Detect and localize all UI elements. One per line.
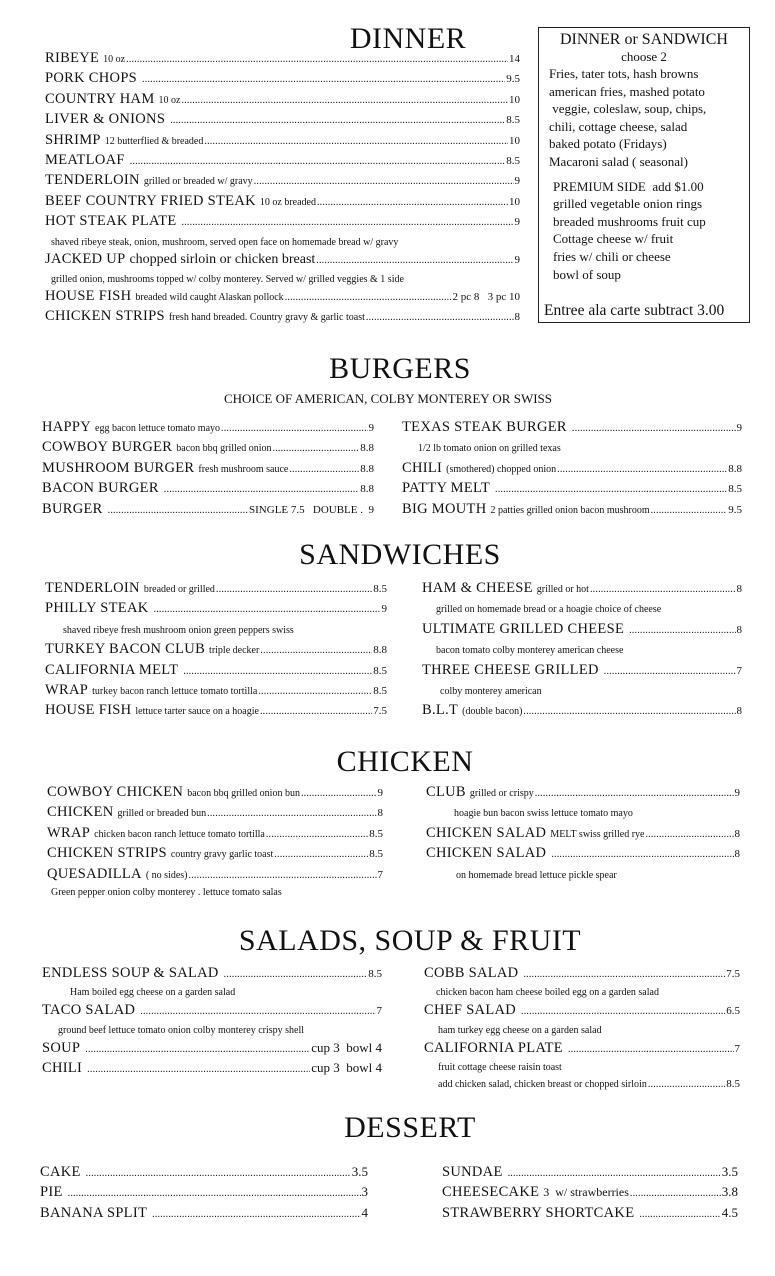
item-price: 8.5 xyxy=(369,827,383,840)
leader-dots xyxy=(535,788,734,799)
leader-dots xyxy=(523,969,725,980)
item-price: 7 xyxy=(736,664,742,677)
premium-option: grilled vegetable onion rings xyxy=(553,196,703,212)
leader-dots xyxy=(207,808,376,819)
leader-dots xyxy=(590,584,736,595)
leader-dots xyxy=(142,74,505,85)
dessert-heading: DESSERT xyxy=(344,1111,476,1144)
menu-item xyxy=(45,682,387,702)
menu-item xyxy=(42,501,374,521)
item-name: COUNTRY HAM xyxy=(45,90,155,107)
leader-dots xyxy=(108,505,248,516)
item-name: CHICKEN SALAD xyxy=(426,824,547,841)
leader-dots xyxy=(521,1006,725,1017)
item-name: BACON BURGER xyxy=(42,480,159,497)
premium-option: breaded mushrooms fruit cup xyxy=(553,213,706,229)
item-note: grilled onion, mushrooms topped w/ colby monterey. Served w/ grilled veggies & 1 side xyxy=(51,273,404,285)
leader-dots xyxy=(274,849,368,860)
item-name: WRAP xyxy=(47,824,91,841)
leader-dots xyxy=(651,505,728,516)
menu-item xyxy=(422,580,742,600)
item-note: hoagie bun bacon swiss lettuce tomato mayo xyxy=(454,808,633,820)
item-name: PHILLY STEAK xyxy=(45,600,149,617)
menu-item xyxy=(40,1205,368,1225)
item-name: COBB SALAD xyxy=(424,965,519,981)
leader-dots xyxy=(645,829,733,840)
menu-item xyxy=(42,439,374,459)
item-note: on homemade bread lettuce pickle spear xyxy=(456,869,617,881)
sandwiches-right xyxy=(422,580,742,723)
item-name: CALIFORNIA PLATE xyxy=(424,1039,563,1056)
leader-dots xyxy=(130,156,506,167)
item-name: CAKE xyxy=(40,1164,81,1180)
item-name: BANANA SPLIT xyxy=(40,1204,148,1221)
menu-item xyxy=(45,111,520,131)
premium-option: bowl of soup xyxy=(553,266,621,282)
menu-item xyxy=(40,1164,368,1184)
item-name: TEXAS STEAK BURGER xyxy=(402,419,567,435)
item-price: 6.5 xyxy=(726,1005,740,1018)
menu-item xyxy=(424,1078,740,1094)
leader-dots xyxy=(317,197,508,208)
item-note: Ham boiled egg cheese on a garden salad xyxy=(70,987,236,999)
item-desc: lettuce tarter sauce on a hoagie xyxy=(135,706,259,718)
item-desc: fresh hand breaded. Country gravy & garlic toast xyxy=(168,312,365,324)
item-price: 8 xyxy=(377,807,383,820)
leader-dots xyxy=(572,423,736,434)
chicken-heading: CHICKEN xyxy=(336,745,474,778)
leader-dots xyxy=(316,255,513,266)
item-name: CHEESECAKE xyxy=(442,1184,540,1201)
item-name: CHICKEN STRIPS xyxy=(47,845,167,862)
item-desc: MELT swiss grilled rye xyxy=(550,828,645,840)
item-name: CHICKEN xyxy=(47,804,114,821)
leader-dots xyxy=(183,666,372,677)
leader-dots xyxy=(523,706,735,717)
menu-item xyxy=(45,641,387,661)
item-desc: 10 oz xyxy=(158,94,181,106)
leader-dots xyxy=(68,1188,361,1199)
item-name: SUNDAE xyxy=(442,1164,503,1180)
item-name: THREE CHEESE GRILLED xyxy=(422,661,599,678)
leader-dots xyxy=(648,1079,725,1090)
leader-dots xyxy=(126,54,508,65)
menu-item xyxy=(45,172,520,192)
item-note: colby monterey american xyxy=(440,685,542,697)
item-name: CHICKEN SALAD xyxy=(426,845,547,862)
item-name: LIVER & ONIONS xyxy=(45,111,166,128)
leader-dots xyxy=(204,136,508,147)
sides-box xyxy=(538,27,750,323)
menu-item xyxy=(47,804,383,824)
item-price: 9 xyxy=(377,787,383,799)
item-name: B.L.T xyxy=(422,702,459,719)
dessert-right xyxy=(442,1164,738,1225)
leader-dots xyxy=(182,217,514,228)
menu-item xyxy=(422,702,742,722)
leader-dots xyxy=(301,788,377,799)
sandwiches-left xyxy=(45,580,387,723)
item-price: 7 xyxy=(376,1005,382,1018)
item-price: cup 3 bowl 4 xyxy=(311,1060,382,1076)
sandwiches-heading: SANDWICHES xyxy=(299,538,501,571)
leader-dots xyxy=(629,625,735,636)
menu-item xyxy=(42,1002,382,1022)
menu-item xyxy=(426,825,740,845)
menu-item xyxy=(45,70,520,90)
item-note: shaved ribeye fresh mushroom onion green peppers swiss xyxy=(63,624,294,636)
side-option: chili, cottage cheese, salad xyxy=(549,118,688,134)
leader-dots xyxy=(152,1209,360,1220)
item-name: TURKEY BACON CLUB xyxy=(45,641,206,658)
item-desc: add chicken salad, chicken breast or chopped sirloin xyxy=(438,1079,647,1091)
item-price: 14 xyxy=(509,53,520,65)
leader-dots xyxy=(224,969,368,980)
item-name: JACKED UP xyxy=(45,250,126,267)
item-price: 2 pc 8 3 pc 10 xyxy=(452,290,520,303)
menu-item xyxy=(42,460,374,480)
item-desc: country gravy garlic toast xyxy=(170,849,274,861)
item-price: 8.8 xyxy=(360,442,374,455)
item-name: TACO SALAD xyxy=(42,1002,136,1019)
item-desc: grilled or crispy xyxy=(469,788,534,799)
item-desc: breaded wild caught Alaskan pollock xyxy=(135,291,284,303)
item-name: HAPPY xyxy=(42,419,92,435)
item-price: 8.5 xyxy=(368,968,382,980)
item-desc: 2 patties grilled onion bacon mushroom xyxy=(490,504,650,516)
menu-item xyxy=(40,1184,368,1204)
menu-item xyxy=(424,1040,740,1060)
item-price: 8.8 xyxy=(373,644,387,657)
item-price: 8.5 xyxy=(373,684,387,697)
item-name: CHILI xyxy=(402,459,443,476)
menu-item xyxy=(426,784,740,804)
item-name: COWBOY BURGER xyxy=(42,439,173,456)
item-desc: triple decker xyxy=(209,645,260,657)
sides-choose: choose 2 xyxy=(621,49,667,64)
item-price: 9 xyxy=(368,422,374,434)
item-note: Green pepper onion colby monterey . lettuce tomato salas xyxy=(51,886,282,898)
leader-dots xyxy=(495,484,727,495)
item-price: 3 xyxy=(361,1184,368,1200)
chicken-right xyxy=(426,784,740,886)
item-note: grilled on homemade bread or a hoagie choice of cheese xyxy=(436,604,662,616)
item-note: fruit cottage cheese raisin toast xyxy=(438,1062,562,1074)
item-name: RIBEYE xyxy=(45,50,100,66)
menu-item xyxy=(442,1164,738,1184)
item-price: 9 xyxy=(734,787,740,799)
item-price: 3.5 xyxy=(351,1164,368,1179)
menu-item xyxy=(426,845,740,865)
item-name: HAM & CHEESE xyxy=(422,580,533,596)
burgers-subtitle: CHOICE OF AMERICAN, COLBY MONTEREY OR SWISS xyxy=(223,391,553,406)
leader-dots xyxy=(557,464,727,475)
item-price: 8 xyxy=(514,311,520,324)
item-desc: bacon bbq grilled onion bun xyxy=(187,788,300,799)
item-name: CALIFORNIA MELT xyxy=(45,661,179,678)
item-name: PIE xyxy=(40,1184,63,1201)
item-price: 9 xyxy=(381,603,387,616)
item-desc: grilled or breaded bun xyxy=(117,808,207,820)
ala-carte-note: Entree ala carte subtract 3.00 xyxy=(544,302,725,319)
item-price: 8.5 xyxy=(373,664,387,677)
premium-side-label: PREMIUM SIDE add $1.00 xyxy=(553,178,704,194)
item-price: 8 xyxy=(734,848,740,861)
menu-item xyxy=(45,213,520,233)
leader-dots xyxy=(85,1044,310,1055)
item-desc: breaded or grilled xyxy=(143,584,215,595)
item-name: CHICKEN STRIPS xyxy=(45,308,165,325)
leader-dots xyxy=(189,870,377,881)
menu-item xyxy=(402,419,742,439)
item-desc: (smothered) chopped onion xyxy=(446,463,557,475)
menu-item xyxy=(422,621,742,641)
leader-dots xyxy=(604,666,736,677)
leader-dots xyxy=(630,1188,721,1199)
premium-option: fries w/ chili or cheese xyxy=(553,248,671,264)
menu-item xyxy=(42,1040,382,1060)
dessert-left xyxy=(40,1164,368,1225)
item-name: CLUB xyxy=(426,784,466,800)
item-price: cup 3 bowl 4 xyxy=(311,1039,382,1055)
dinner-menu xyxy=(45,50,520,329)
item-price: 10 xyxy=(509,195,520,208)
item-note: shaved ribeye steak, onion, mushroom, served open face on homemade bread w/ gravy xyxy=(51,236,399,248)
salads-heading: SALADS, SOUP & FRUIT xyxy=(238,924,582,957)
leader-dots xyxy=(87,1064,310,1075)
leader-dots xyxy=(164,484,359,495)
leader-dots xyxy=(551,849,733,860)
menu-item xyxy=(42,419,374,439)
item-note: chicken bacon ham cheese boiled egg on a garden salad xyxy=(436,987,659,999)
item-desc: chicken bacon ranch lettuce tomato tortilla xyxy=(94,828,265,840)
item-name: ULTIMATE GRILLED CHEESE xyxy=(422,620,625,637)
menu-item xyxy=(45,702,387,722)
item-desc: grilled or breaded w/ gravy xyxy=(143,176,253,188)
menu-item xyxy=(42,480,374,500)
item-price: 3.5 xyxy=(721,1164,738,1179)
item-price: 8.5 xyxy=(506,114,520,127)
burgers-left xyxy=(42,419,374,521)
leader-dots xyxy=(285,292,452,303)
leader-dots xyxy=(86,1168,351,1179)
item-price: 8.5 xyxy=(728,483,742,496)
burgers-right xyxy=(402,419,742,521)
item-price: 9.5 xyxy=(506,73,520,86)
menu-item xyxy=(47,866,383,886)
sides-box-title: DINNER or SANDWICH xyxy=(560,31,728,48)
menu-item xyxy=(47,784,383,804)
leader-dots xyxy=(170,115,505,126)
burgers-heading: BURGERS xyxy=(329,352,471,385)
dinner-heading: DINNER xyxy=(349,22,467,55)
item-price: 4.5 xyxy=(721,1204,738,1220)
side-option: american fries, mashed potato xyxy=(549,83,705,99)
leader-dots xyxy=(366,312,514,323)
item-price: SINGLE 7.5 DOUBLE . 9 xyxy=(249,503,374,516)
menu-item xyxy=(45,580,387,600)
menu-item xyxy=(442,1184,738,1204)
item-name: TENDERLOIN xyxy=(45,580,140,596)
item-name: QUESADILLA xyxy=(47,865,142,882)
item-name: STRAWBERRY SHORTCAKE xyxy=(442,1204,635,1221)
item-name: BIG MOUTH xyxy=(402,500,487,517)
menu-item xyxy=(424,965,740,985)
item-desc: 12 butterflied & breaded xyxy=(104,135,204,147)
item-desc: 10 oz xyxy=(103,54,126,65)
item-price: 8.5 xyxy=(726,1078,740,1091)
menu-item xyxy=(422,662,742,682)
item-name: HOUSE FISH xyxy=(45,702,132,719)
menu-item xyxy=(45,132,520,152)
item-price: 8.8 xyxy=(728,462,742,475)
side-option: Macaroni salad ( seasonal) xyxy=(549,153,688,169)
item-name: TENDERLOIN xyxy=(45,172,140,189)
item-name: WRAP xyxy=(45,681,89,698)
menu-item xyxy=(442,1205,738,1225)
side-option: baked potato (Fridays) xyxy=(549,136,667,152)
item-price: 7 xyxy=(734,1042,740,1055)
item-name: HOT STEAK PLATE xyxy=(45,213,177,230)
item-price: 7.5 xyxy=(726,968,740,980)
item-name: PATTY MELT xyxy=(402,480,491,497)
side-option: veggie, coleslaw, soup, chips, xyxy=(549,101,707,117)
leader-dots xyxy=(568,1044,734,1055)
item-price: 9.5 xyxy=(728,503,742,516)
item-desc: grilled or hot xyxy=(536,584,589,595)
item-desc: (double bacon) xyxy=(462,706,523,718)
leader-dots xyxy=(260,645,372,656)
item-price: 9 xyxy=(514,253,520,266)
item-desc: bacon bbq grilled onion xyxy=(176,443,272,455)
item-name: CHEF SALAD xyxy=(424,1002,517,1019)
item-price: 8 xyxy=(734,827,740,840)
item-price: 9 xyxy=(514,216,520,229)
menu-item xyxy=(47,825,383,845)
item-note: ham turkey egg cheese on a garden salad xyxy=(438,1024,602,1036)
leader-dots xyxy=(289,464,359,475)
menu-item xyxy=(42,1060,382,1080)
leader-dots xyxy=(254,176,514,187)
leader-dots xyxy=(639,1209,720,1220)
leader-dots xyxy=(221,423,367,434)
menu-item xyxy=(45,193,520,213)
item-price: 9 xyxy=(514,175,520,188)
item-name: COWBOY CHICKEN xyxy=(47,784,184,800)
leader-dots xyxy=(266,829,368,840)
item-name: MEATLOAF xyxy=(45,151,125,168)
item-desc: turkey bacon ranch lettuce tomato tortilla xyxy=(92,685,258,697)
menu-item xyxy=(47,845,383,865)
item-price: 7 xyxy=(377,868,383,881)
item-price: 8.8 xyxy=(360,483,374,496)
item-name: BURGER xyxy=(42,500,103,517)
item-note: ground beef lettuce tomato onion colby monterey crispy shell xyxy=(58,1024,305,1036)
item-price: 8 xyxy=(736,583,742,595)
item-price: 7.5 xyxy=(373,705,387,718)
salads-right xyxy=(424,965,740,1094)
menu-item xyxy=(45,251,520,271)
item-desc: egg bacon lettuce tomato mayo xyxy=(95,423,221,434)
leader-dots xyxy=(260,706,372,717)
item-price: 9 xyxy=(736,422,742,434)
leader-dots xyxy=(154,604,381,615)
leader-dots xyxy=(140,1006,375,1017)
leader-dots xyxy=(258,686,372,697)
item-desc: 10 oz breaded xyxy=(259,196,316,208)
item-note: bacon tomato colby monterey american cheese xyxy=(436,645,624,657)
leader-dots xyxy=(508,1168,721,1179)
menu-item xyxy=(45,308,520,328)
premium-option: Cottage cheese w/ fruit xyxy=(553,231,674,247)
menu-item xyxy=(45,600,387,620)
menu-item xyxy=(402,480,742,500)
leader-dots xyxy=(273,443,360,454)
menu-item xyxy=(45,152,520,172)
chicken-left xyxy=(47,784,383,902)
item-price: 10 xyxy=(509,93,520,106)
salads-left xyxy=(42,965,382,1081)
item-name: CHILI xyxy=(42,1060,83,1077)
item-desc: ( no sides) xyxy=(145,869,188,881)
menu-item xyxy=(45,662,387,682)
leader-dots xyxy=(181,95,508,106)
item-desc: 3 w/ strawberries xyxy=(543,1185,629,1200)
item-name: MUSHROOM BURGER xyxy=(42,459,195,476)
item-note: 1/2 lb tomato onion on grilled texas xyxy=(418,443,561,455)
menu-item xyxy=(42,965,382,985)
item-price: 8.5 xyxy=(369,848,383,861)
item-price: 3.8 xyxy=(721,1184,738,1200)
item-price: 8.8 xyxy=(360,462,374,475)
item-name: BEEF COUNTRY FRIED STEAK xyxy=(45,192,256,209)
menu-item xyxy=(45,50,520,70)
item-name: SOUP xyxy=(42,1039,81,1056)
item-price: 4 xyxy=(361,1204,368,1220)
item-price: 8.5 xyxy=(506,154,520,167)
item-desc: chopped sirloin or chicken breast xyxy=(129,251,316,267)
item-name: SHRIMP xyxy=(45,131,101,148)
menu-item xyxy=(424,1002,740,1022)
item-price: 8.5 xyxy=(373,583,387,595)
menu-item xyxy=(45,288,520,308)
menu-item xyxy=(45,91,520,111)
menu-item xyxy=(402,460,742,480)
menu-item xyxy=(402,501,742,521)
item-name: ENDLESS SOUP & SALAD xyxy=(42,965,219,981)
leader-dots xyxy=(216,584,372,595)
item-name: HOUSE FISH xyxy=(45,287,132,304)
item-price: 10 xyxy=(509,134,520,147)
side-option: Fries, tater tots, hash browns xyxy=(549,66,699,81)
item-name: PORK CHOPS xyxy=(45,70,138,87)
item-desc: fresh mushroom sauce xyxy=(198,463,289,475)
item-price: 8 xyxy=(736,705,742,718)
item-price: 8 xyxy=(736,623,742,636)
